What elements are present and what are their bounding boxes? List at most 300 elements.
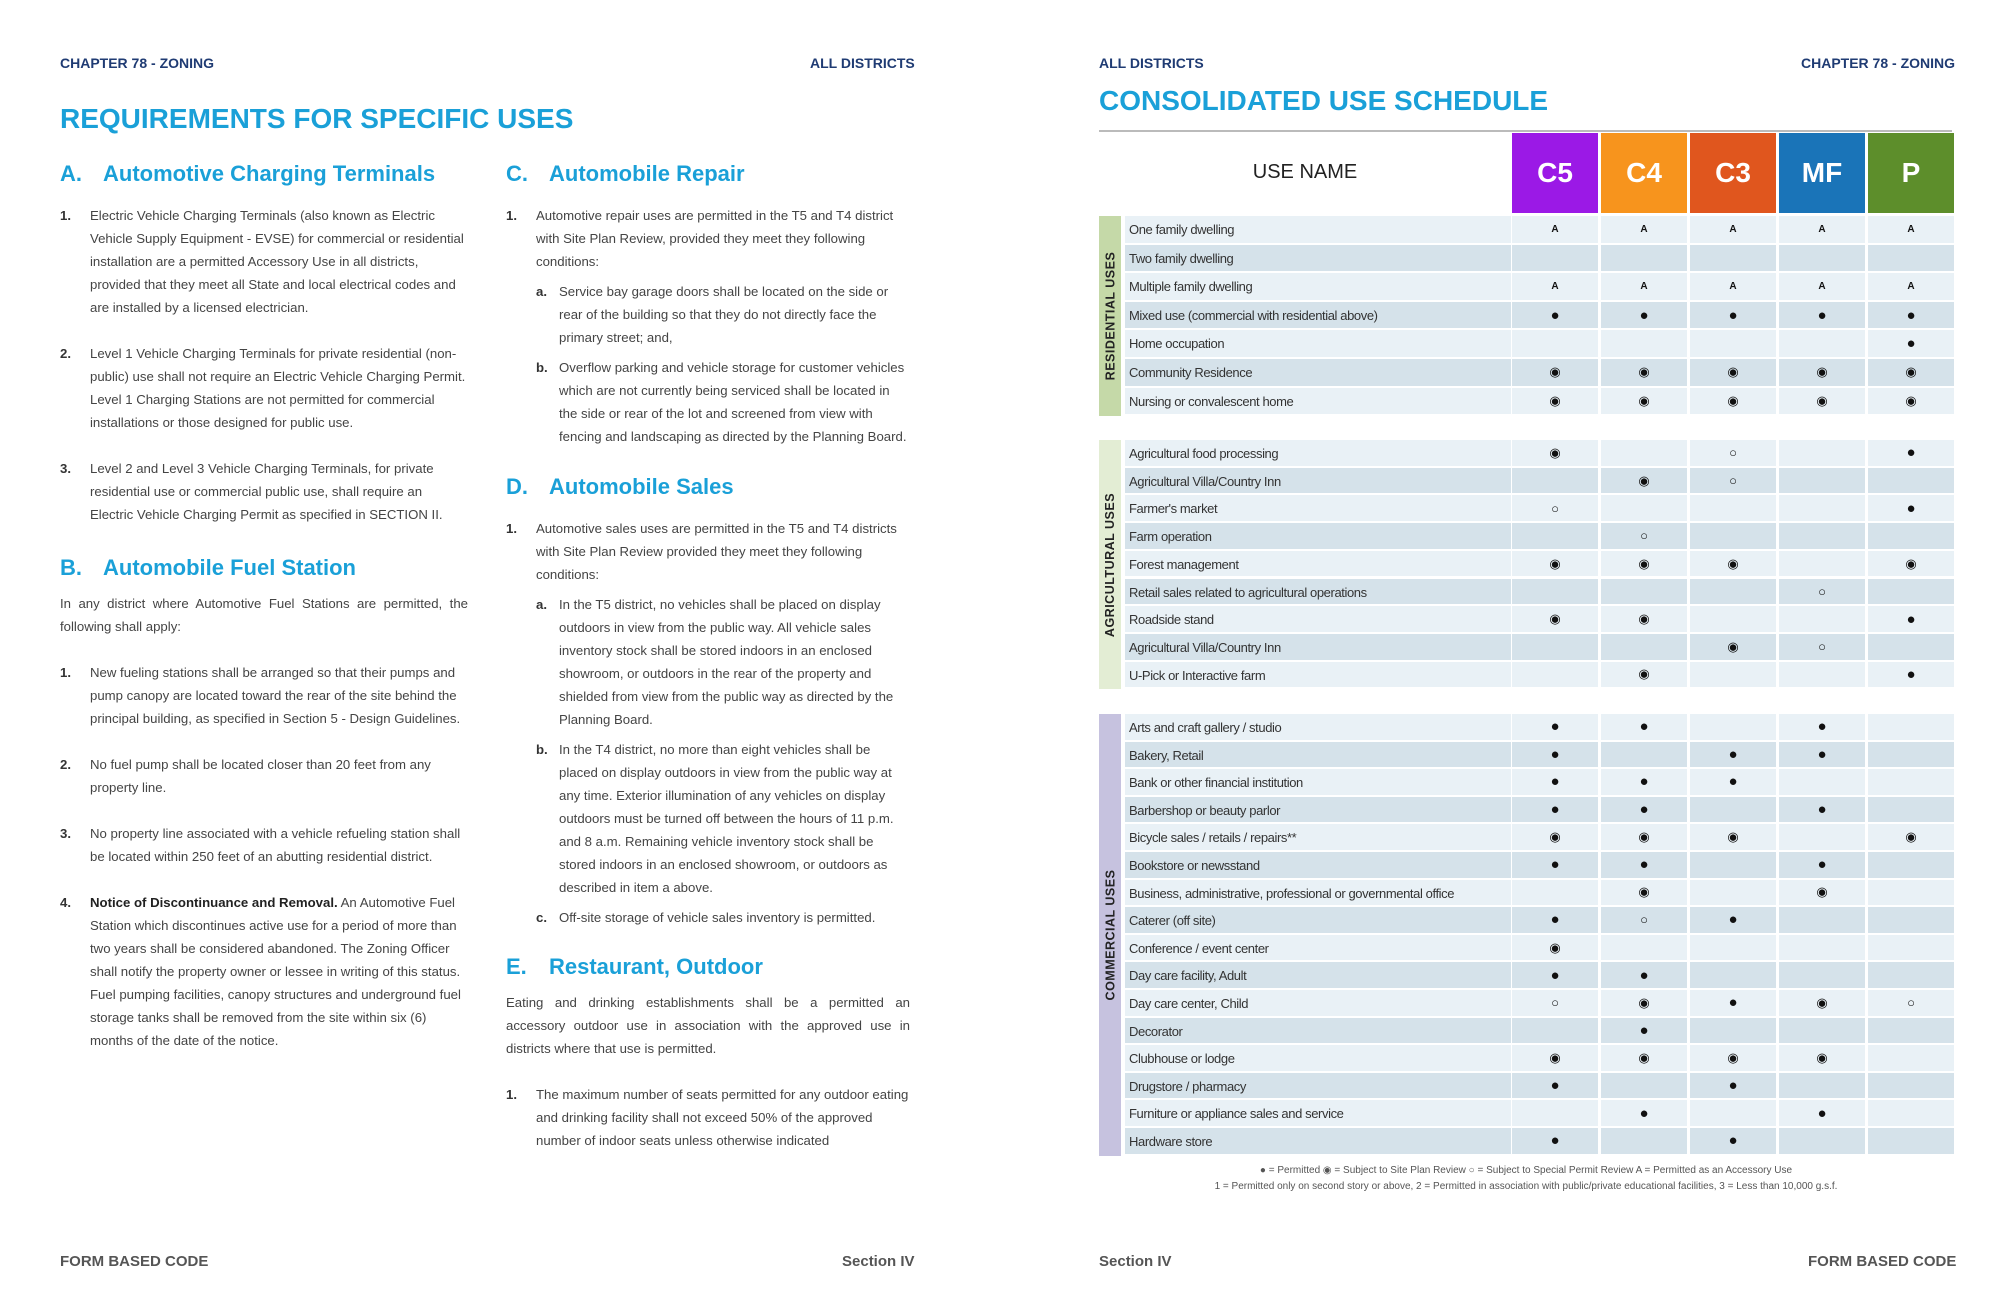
district-header-c3: C3 (1690, 133, 1776, 213)
use-name-cell: Bank or other financial institution (1125, 769, 1511, 795)
use-cell-mf: ● (1779, 714, 1865, 740)
group-label-text: COMMERCIAL USES (1103, 869, 1118, 1001)
section-b-heading (60, 552, 468, 582)
item-text: Electric Vehicle Charging Terminals (also known as Electric Vehicle Supply Equipment - EVSE) for commercial or residential installation are a permitted Accessory Use in all districts, provided that they meet all State and local electrical codes and are installed by a licensed electrician. (90, 208, 464, 315)
list-item (60, 753, 468, 799)
use-cell-c3 (1690, 495, 1776, 521)
use-name-header: USE NAME (1252, 160, 1358, 183)
use-cell-mf: ● (1779, 742, 1865, 768)
use-cell-c3 (1690, 662, 1776, 688)
use-cell-c4: ◉ (1601, 1045, 1687, 1071)
item-text (536, 204, 910, 448)
use-cell-c4: ● (1601, 302, 1687, 329)
use-cell-c3 (1690, 852, 1776, 878)
table-row (1125, 495, 1952, 522)
use-name-cell: Decorator (1125, 1018, 1511, 1044)
use-name-cell: Bicycle sales / retails / repairs** (1125, 824, 1511, 850)
use-name-cell: Retail sales related to agricultural operations (1125, 579, 1511, 605)
use-cell-mf (1779, 1073, 1865, 1099)
section-b-intro: In any district where Automotive Fuel Stations are permitted, the following shall apply: (60, 596, 468, 634)
use-cell-mf: A (1779, 216, 1865, 243)
use-cell-mf: ● (1779, 1100, 1865, 1126)
use-cell-p (1868, 579, 1954, 605)
table-row (1125, 662, 1952, 689)
page-title: REQUIREMENTS FOR SPECIFIC USES (60, 103, 574, 134)
use-name-cell: Community Residence (1125, 359, 1511, 386)
use-cell-p: ◉ (1868, 551, 1954, 577)
page-title: CONSOLIDATED USE SCHEDULE (1099, 85, 1549, 116)
item-number: 1. (60, 665, 71, 680)
use-cell-c5: ● (1512, 769, 1598, 795)
table-row (1125, 606, 1952, 633)
sub-text: Overflow parking and vehicle storage for customer vehicles which are not currently being serviced shall be located in the side or rear of the lot and screened from view with fencing and landscaping as directed by the Planning Board. (559, 360, 907, 444)
use-cell-mf (1779, 330, 1865, 357)
table-row (1125, 634, 1952, 661)
group-label-text: RESIDENTIAL USES (1103, 251, 1117, 381)
use-cell-c5 (1512, 245, 1598, 272)
table-row (1125, 1073, 1952, 1100)
use-cell-mf: ◉ (1779, 388, 1865, 415)
use-cell-mf (1779, 962, 1865, 988)
use-cell-mf: ◉ (1779, 990, 1865, 1016)
district-header-c5: C5 (1512, 133, 1598, 213)
table-row (1125, 523, 1952, 550)
group-label-2 (1099, 714, 1121, 1156)
table-row (1125, 551, 1952, 578)
use-cell-c4: ◉ (1601, 468, 1687, 494)
use-cell-mf: ● (1779, 797, 1865, 823)
running-header-left: ALL DISTRICTS (1099, 55, 1204, 71)
use-cell-c3 (1690, 714, 1776, 740)
item-number: 1. (506, 521, 517, 536)
use-cell-c3: ◉ (1690, 388, 1776, 415)
table-row (1125, 769, 1952, 796)
sub-letter: b. (536, 742, 548, 757)
use-cell-c3: ◉ (1690, 551, 1776, 577)
use-cell-c5: ○ (1512, 495, 1598, 521)
use-cell-c3 (1690, 1018, 1776, 1044)
list-item (506, 517, 910, 929)
use-cell-c5 (1512, 1018, 1598, 1044)
use-cell-c5: ◉ (1512, 606, 1598, 632)
use-cell-p: ● (1868, 495, 1954, 521)
use-cell-c4 (1601, 742, 1687, 768)
use-cell-c5: ◉ (1512, 551, 1598, 577)
use-cell-c5 (1512, 1100, 1598, 1126)
use-name-cell: Forest management (1125, 551, 1511, 577)
use-cell-mf (1779, 769, 1865, 795)
use-cell-c3 (1690, 797, 1776, 823)
use-name-cell: Two family dwelling (1125, 245, 1511, 272)
use-cell-mf (1779, 440, 1865, 466)
use-cell-c3: ◉ (1690, 1045, 1776, 1071)
use-cell-c4: ◉ (1601, 551, 1687, 577)
use-cell-c4: ● (1601, 962, 1687, 988)
use-cell-p (1868, 935, 1954, 961)
table-row (1125, 1045, 1952, 1072)
use-cell-c4: ◉ (1601, 606, 1687, 632)
use-cell-p (1868, 852, 1954, 878)
use-cell-mf (1779, 1128, 1865, 1154)
sub-item (536, 356, 910, 448)
use-cell-p: ○ (1868, 990, 1954, 1016)
use-cell-mf: ○ (1779, 634, 1865, 660)
use-cell-c3 (1690, 880, 1776, 906)
use-cell-c5: ● (1512, 742, 1598, 768)
use-cell-c4: ◉ (1601, 662, 1687, 688)
running-header-right: CHAPTER 78 - ZONING (1801, 55, 1956, 71)
sub-text: Off-site storage of vehicle sales inventory is permitted. (559, 910, 876, 925)
sub-letter: c. (536, 910, 547, 925)
use-cell-c5 (1512, 330, 1598, 357)
use-cell-c3 (1690, 962, 1776, 988)
use-cell-mf (1779, 523, 1865, 549)
section-letter: A. (60, 160, 82, 186)
use-cell-c3: ● (1690, 302, 1776, 329)
use-cell-c4 (1601, 245, 1687, 272)
use-name-cell: Mixed use (commercial with residential above) (1125, 302, 1511, 329)
item-number: 2. (60, 757, 71, 772)
use-cell-c4: ● (1601, 1018, 1687, 1044)
use-name-cell: Agricultural Villa/Country Inn (1125, 468, 1511, 494)
table-row (1125, 273, 1952, 300)
use-cell-c4 (1601, 440, 1687, 466)
table-row (1125, 824, 1952, 851)
table-row (1125, 1018, 1952, 1045)
table-header-row (1099, 131, 1952, 213)
use-cell-c4: ◉ (1601, 990, 1687, 1016)
use-name-cell: Drugstore / pharmacy (1125, 1073, 1511, 1099)
use-cell-c4 (1601, 579, 1687, 605)
list-item (60, 204, 468, 319)
use-cell-c3: A (1690, 216, 1776, 243)
use-name-cell: Roadside stand (1125, 606, 1511, 632)
use-cell-p (1868, 634, 1954, 660)
use-name-cell: Hardware store (1125, 1128, 1511, 1154)
use-cell-p: A (1868, 216, 1954, 243)
table-row (1125, 216, 1952, 243)
use-name-cell: Furniture or appliance sales and service (1125, 1100, 1511, 1126)
use-cell-mf (1779, 245, 1865, 272)
use-cell-p: ● (1868, 662, 1954, 688)
running-header-left: CHAPTER 78 - ZONING (60, 55, 215, 71)
use-cell-mf (1779, 935, 1865, 961)
use-cell-c5: ◉ (1512, 935, 1598, 961)
table-row (1125, 245, 1952, 272)
use-cell-c3: A (1690, 273, 1776, 300)
use-cell-p: ● (1868, 330, 1954, 357)
item-number: 4. (60, 895, 71, 910)
table-row (1125, 1128, 1952, 1155)
use-cell-c5: A (1512, 273, 1598, 300)
list-item (506, 1083, 910, 1152)
item-text (90, 891, 468, 1052)
use-cell-p: ● (1868, 606, 1954, 632)
group-label-1 (1099, 440, 1121, 689)
use-cell-mf (1779, 606, 1865, 632)
use-cell-c5 (1512, 468, 1598, 494)
use-name-cell: Bookstore or newsstand (1125, 852, 1511, 878)
use-name-cell: Day care facility, Adult (1125, 962, 1511, 988)
running-header-right: ALL DISTRICTS (810, 55, 915, 71)
use-cell-mf (1779, 907, 1865, 933)
section-a-heading (60, 158, 468, 188)
item-number: 3. (60, 461, 71, 476)
table-row (1125, 330, 1952, 357)
table-row (1125, 468, 1952, 495)
use-cell-c3: ○ (1690, 468, 1776, 494)
use-cell-mf (1779, 824, 1865, 850)
item-text: Level 1 Vehicle Charging Terminals for private residential (non-public) use shall not require an Electric Vehicle Charging Permit. Level 1 Charging Stations are not permitted for commercial installations or those designed for public use. (90, 346, 466, 430)
use-cell-mf: ● (1779, 852, 1865, 878)
item-number: 1. (506, 208, 517, 223)
item-bold-lead: Notice of Discontinuance and Removal. (90, 895, 338, 910)
sub-text: In the T5 district, no vehicles shall be placed on display outdoors in view from the public way. All vehicle sales inventory stock shall be stored indoors in an enclosed showroom, or outdoors in the rear of the property and shielded from view from the public way as directed by the Planning Board. (559, 597, 894, 727)
item-text: No property line associated with a vehicle refueling station shall be located within 250 feet of an abutting residential district. (90, 826, 461, 864)
use-cell-c3 (1690, 330, 1776, 357)
use-cell-c3: ● (1690, 742, 1776, 768)
section-title: Restaurant, Outdoor (549, 953, 763, 979)
section-e-heading (506, 951, 910, 981)
use-cell-c5: ● (1512, 852, 1598, 878)
left-column (60, 158, 468, 1052)
sub-item (536, 738, 910, 899)
use-cell-c3: ◉ (1690, 634, 1776, 660)
use-name-cell: Barbershop or beauty parlor (1125, 797, 1511, 823)
use-cell-c5: ● (1512, 1073, 1598, 1099)
footer-left: FORM BASED CODE (60, 1253, 209, 1270)
use-cell-c3 (1690, 606, 1776, 632)
use-name-cell: Arts and craft gallery / studio (1125, 714, 1511, 740)
use-cell-c5: ● (1512, 1128, 1598, 1154)
section-letter: E. (506, 953, 527, 979)
sub-letter: a. (536, 597, 547, 612)
list-item (60, 457, 468, 526)
use-cell-p (1868, 797, 1954, 823)
item-text: The maximum number of seats permitted for any outdoor eating and drinking facility shall not exceed 50% of the approved number of indoor seats unless otherwise indicated (536, 1087, 909, 1148)
use-cell-mf (1779, 1018, 1865, 1044)
use-name-cell: Farmer's market (1125, 495, 1511, 521)
use-cell-c5 (1512, 634, 1598, 660)
use-cell-c4: ◉ (1601, 359, 1687, 386)
use-cell-mf: ○ (1779, 579, 1865, 605)
item-text: No fuel pump shall be located closer than 20 feet from any property line. (90, 757, 431, 795)
right-page (1000, 0, 2000, 1294)
use-cell-c5: ◉ (1512, 359, 1598, 386)
table-row (1125, 388, 1952, 415)
table-row (1125, 579, 1952, 606)
use-cell-c4: ● (1601, 852, 1687, 878)
table-row (1125, 880, 1952, 907)
use-cell-mf: ◉ (1779, 880, 1865, 906)
use-cell-c5: ◉ (1512, 388, 1598, 415)
district-header-p: P (1868, 133, 1954, 213)
right-column (506, 158, 910, 1152)
section-letter: D. (506, 473, 528, 499)
list-item (506, 204, 910, 448)
section-title: Automobile Repair (549, 160, 745, 186)
use-cell-p (1868, 907, 1954, 933)
use-cell-p (1868, 1045, 1954, 1071)
use-name-cell: U-Pick or Interactive farm (1125, 662, 1511, 688)
use-name-cell: Multiple family dwelling (1125, 273, 1511, 300)
footer-left: Section IV (1099, 1253, 1172, 1270)
use-cell-c5: ● (1512, 714, 1598, 740)
use-cell-mf: A (1779, 273, 1865, 300)
item-text: Level 2 and Level 3 Vehicle Charging Terminals, for private residential use or commercial public use, shall require an Electric Vehicle Charging Permit as specified in SECTION II. (90, 461, 443, 522)
use-cell-c4: ◉ (1601, 388, 1687, 415)
item-number: 1. (60, 208, 71, 223)
use-cell-c3: ○ (1690, 440, 1776, 466)
legend-footnotes: 1 = Permitted only on second story or above, 2 = Permitted in association with public/private educational facilities, 3 = Less than 10,000 g.s.f. (1214, 1181, 1838, 1192)
use-name-cell: Clubhouse or lodge (1125, 1045, 1511, 1071)
use-cell-p: ◉ (1868, 388, 1954, 415)
use-name-cell: Home occupation (1125, 330, 1511, 357)
section-title: Automotive Charging Terminals (103, 160, 436, 186)
footer-right: FORM BASED CODE (1808, 1253, 1957, 1270)
district-header-c4: C4 (1601, 133, 1687, 213)
use-cell-mf (1779, 495, 1865, 521)
use-cell-c4: ● (1601, 797, 1687, 823)
use-name-cell: Conference / event center (1125, 935, 1511, 961)
list-item (60, 891, 468, 1052)
use-cell-p (1868, 1128, 1954, 1154)
section-letter: C. (506, 160, 528, 186)
section-title: Automobile Fuel Station (103, 554, 356, 580)
use-cell-p (1868, 468, 1954, 494)
use-cell-c4 (1601, 1128, 1687, 1154)
table-row (1125, 990, 1952, 1017)
group-label-text: AGRICULTURAL USES (1103, 492, 1117, 637)
use-cell-c5: ● (1512, 797, 1598, 823)
table-row (1125, 302, 1952, 329)
use-cell-c4: ○ (1601, 907, 1687, 933)
section-e-intro: Eating and drinking establishments shall be a permitted an accessory outdoor use in association with the approved use in districts where that use is permitted. (506, 995, 910, 1056)
use-cell-c3: ◉ (1690, 824, 1776, 850)
use-cell-c5: ◉ (1512, 824, 1598, 850)
use-cell-c4: A (1601, 273, 1687, 300)
use-cell-c5 (1512, 579, 1598, 605)
footer-right: Section IV (842, 1253, 915, 1270)
item-body: Automotive sales uses are permitted in the T5 and T4 districts with Site Plan Review provided they meet they following conditions: (536, 521, 897, 582)
sub-item (536, 906, 910, 929)
use-cell-c5: ○ (1512, 990, 1598, 1016)
use-cell-p: A (1868, 273, 1954, 300)
use-cell-c4 (1601, 495, 1687, 521)
list-item (60, 822, 468, 868)
use-cell-c3: ● (1690, 907, 1776, 933)
use-cell-c4 (1601, 935, 1687, 961)
use-name-cell: Nursing or convalescent home (1125, 388, 1511, 415)
use-cell-p: ● (1868, 302, 1954, 329)
table-row (1125, 742, 1952, 769)
list-item (60, 342, 468, 434)
use-cell-p (1868, 1100, 1954, 1126)
use-cell-mf (1779, 468, 1865, 494)
use-name-cell: One family dwelling (1125, 216, 1511, 243)
section-c-heading (506, 158, 910, 188)
item-body: Automotive repair uses are permitted in the T5 and T4 district with Site Plan Review, provided they meet they following conditions: (536, 208, 894, 269)
table-row (1125, 907, 1952, 934)
item-text (536, 517, 910, 929)
use-cell-c5: ◉ (1512, 440, 1598, 466)
use-cell-c3 (1690, 245, 1776, 272)
use-cell-c5: A (1512, 216, 1598, 243)
item-number: 3. (60, 826, 71, 841)
use-cell-c3: ● (1690, 769, 1776, 795)
use-cell-mf: ◉ (1779, 1045, 1865, 1071)
table-row (1125, 935, 1952, 962)
use-cell-c3: ◉ (1690, 359, 1776, 386)
sub-letter: a. (536, 284, 547, 299)
use-cell-c4: ○ (1601, 523, 1687, 549)
table-row (1125, 440, 1952, 467)
section-d-heading (506, 471, 910, 501)
use-cell-c4: A (1601, 216, 1687, 243)
use-cell-mf (1779, 662, 1865, 688)
use-cell-mf (1779, 551, 1865, 577)
use-cell-p (1868, 1018, 1954, 1044)
item-body: An Automotive Fuel Station which discontinues active use for a period of more than two years shall be considered abandoned. The Zoning Officer shall notify the property owner or lessee in writing of this status. Fuel pumping facilities, canopy structures and underground fuel storage tanks shall be removed from the site within six (6) months of the date of the notice. (90, 895, 461, 1048)
use-cell-c4: ● (1601, 714, 1687, 740)
table-row (1125, 797, 1952, 824)
sub-letter: b. (536, 360, 548, 375)
district-header-mf: MF (1779, 133, 1865, 213)
sub-item (536, 593, 910, 731)
use-cell-c5: ● (1512, 907, 1598, 933)
use-name-cell: Business, administrative, professional or governmental office (1125, 880, 1511, 906)
use-cell-c3 (1690, 935, 1776, 961)
use-cell-c4: ● (1601, 1100, 1687, 1126)
use-cell-c4: ● (1601, 769, 1687, 795)
table-row (1125, 1100, 1952, 1127)
use-cell-p (1868, 245, 1954, 272)
use-cell-c4: ◉ (1601, 880, 1687, 906)
use-cell-p (1868, 880, 1954, 906)
use-cell-c5 (1512, 662, 1598, 688)
use-cell-mf: ◉ (1779, 359, 1865, 386)
item-number: 2. (60, 346, 71, 361)
use-cell-p (1868, 1073, 1954, 1099)
section-letter: B. (60, 554, 82, 580)
use-cell-c3: ● (1690, 1073, 1776, 1099)
sub-text: Service bay garage doors shall be located on the side or rear of the building so that they do not directly face the primary street; and, (559, 284, 889, 345)
sub-text: In the T4 district, no more than eight vehicles shall be placed on display outdoors in view from the public way at any time. Exterior illumination of any vehicles on display outdoors must be turned off between the hours of 11 p.m. and 8 a.m. Remaining vehicle inventory stock shall be stored indoors in an enclosed showroom, or outdoors as described in item a above. (559, 742, 894, 895)
use-cell-p: ◉ (1868, 824, 1954, 850)
list-item (60, 661, 468, 730)
use-cell-p (1868, 523, 1954, 549)
table-row (1125, 714, 1952, 741)
sub-item (536, 280, 910, 349)
use-name-cell: Agricultural Villa/Country Inn (1125, 634, 1511, 660)
use-cell-p: ● (1868, 440, 1954, 466)
group-label-0 (1099, 216, 1121, 416)
section-title: Automobile Sales (549, 473, 734, 499)
use-cell-c5: ◉ (1512, 1045, 1598, 1071)
use-cell-p (1868, 742, 1954, 768)
use-cell-p (1868, 769, 1954, 795)
table-row (1125, 359, 1952, 386)
use-name-cell: Caterer (off site) (1125, 907, 1511, 933)
use-cell-c4 (1601, 634, 1687, 660)
legend-symbols: ● = Permitted ◉ = Subject to Site Plan Review ○ = Subject to Special Permit Review A = Permitted as an Accessory Use (1259, 1165, 1793, 1176)
use-cell-c4 (1601, 330, 1687, 357)
use-cell-c3 (1690, 523, 1776, 549)
use-cell-p (1868, 962, 1954, 988)
use-cell-c5: ● (1512, 302, 1598, 329)
use-cell-c3: ● (1690, 1128, 1776, 1154)
table-row (1125, 962, 1952, 989)
